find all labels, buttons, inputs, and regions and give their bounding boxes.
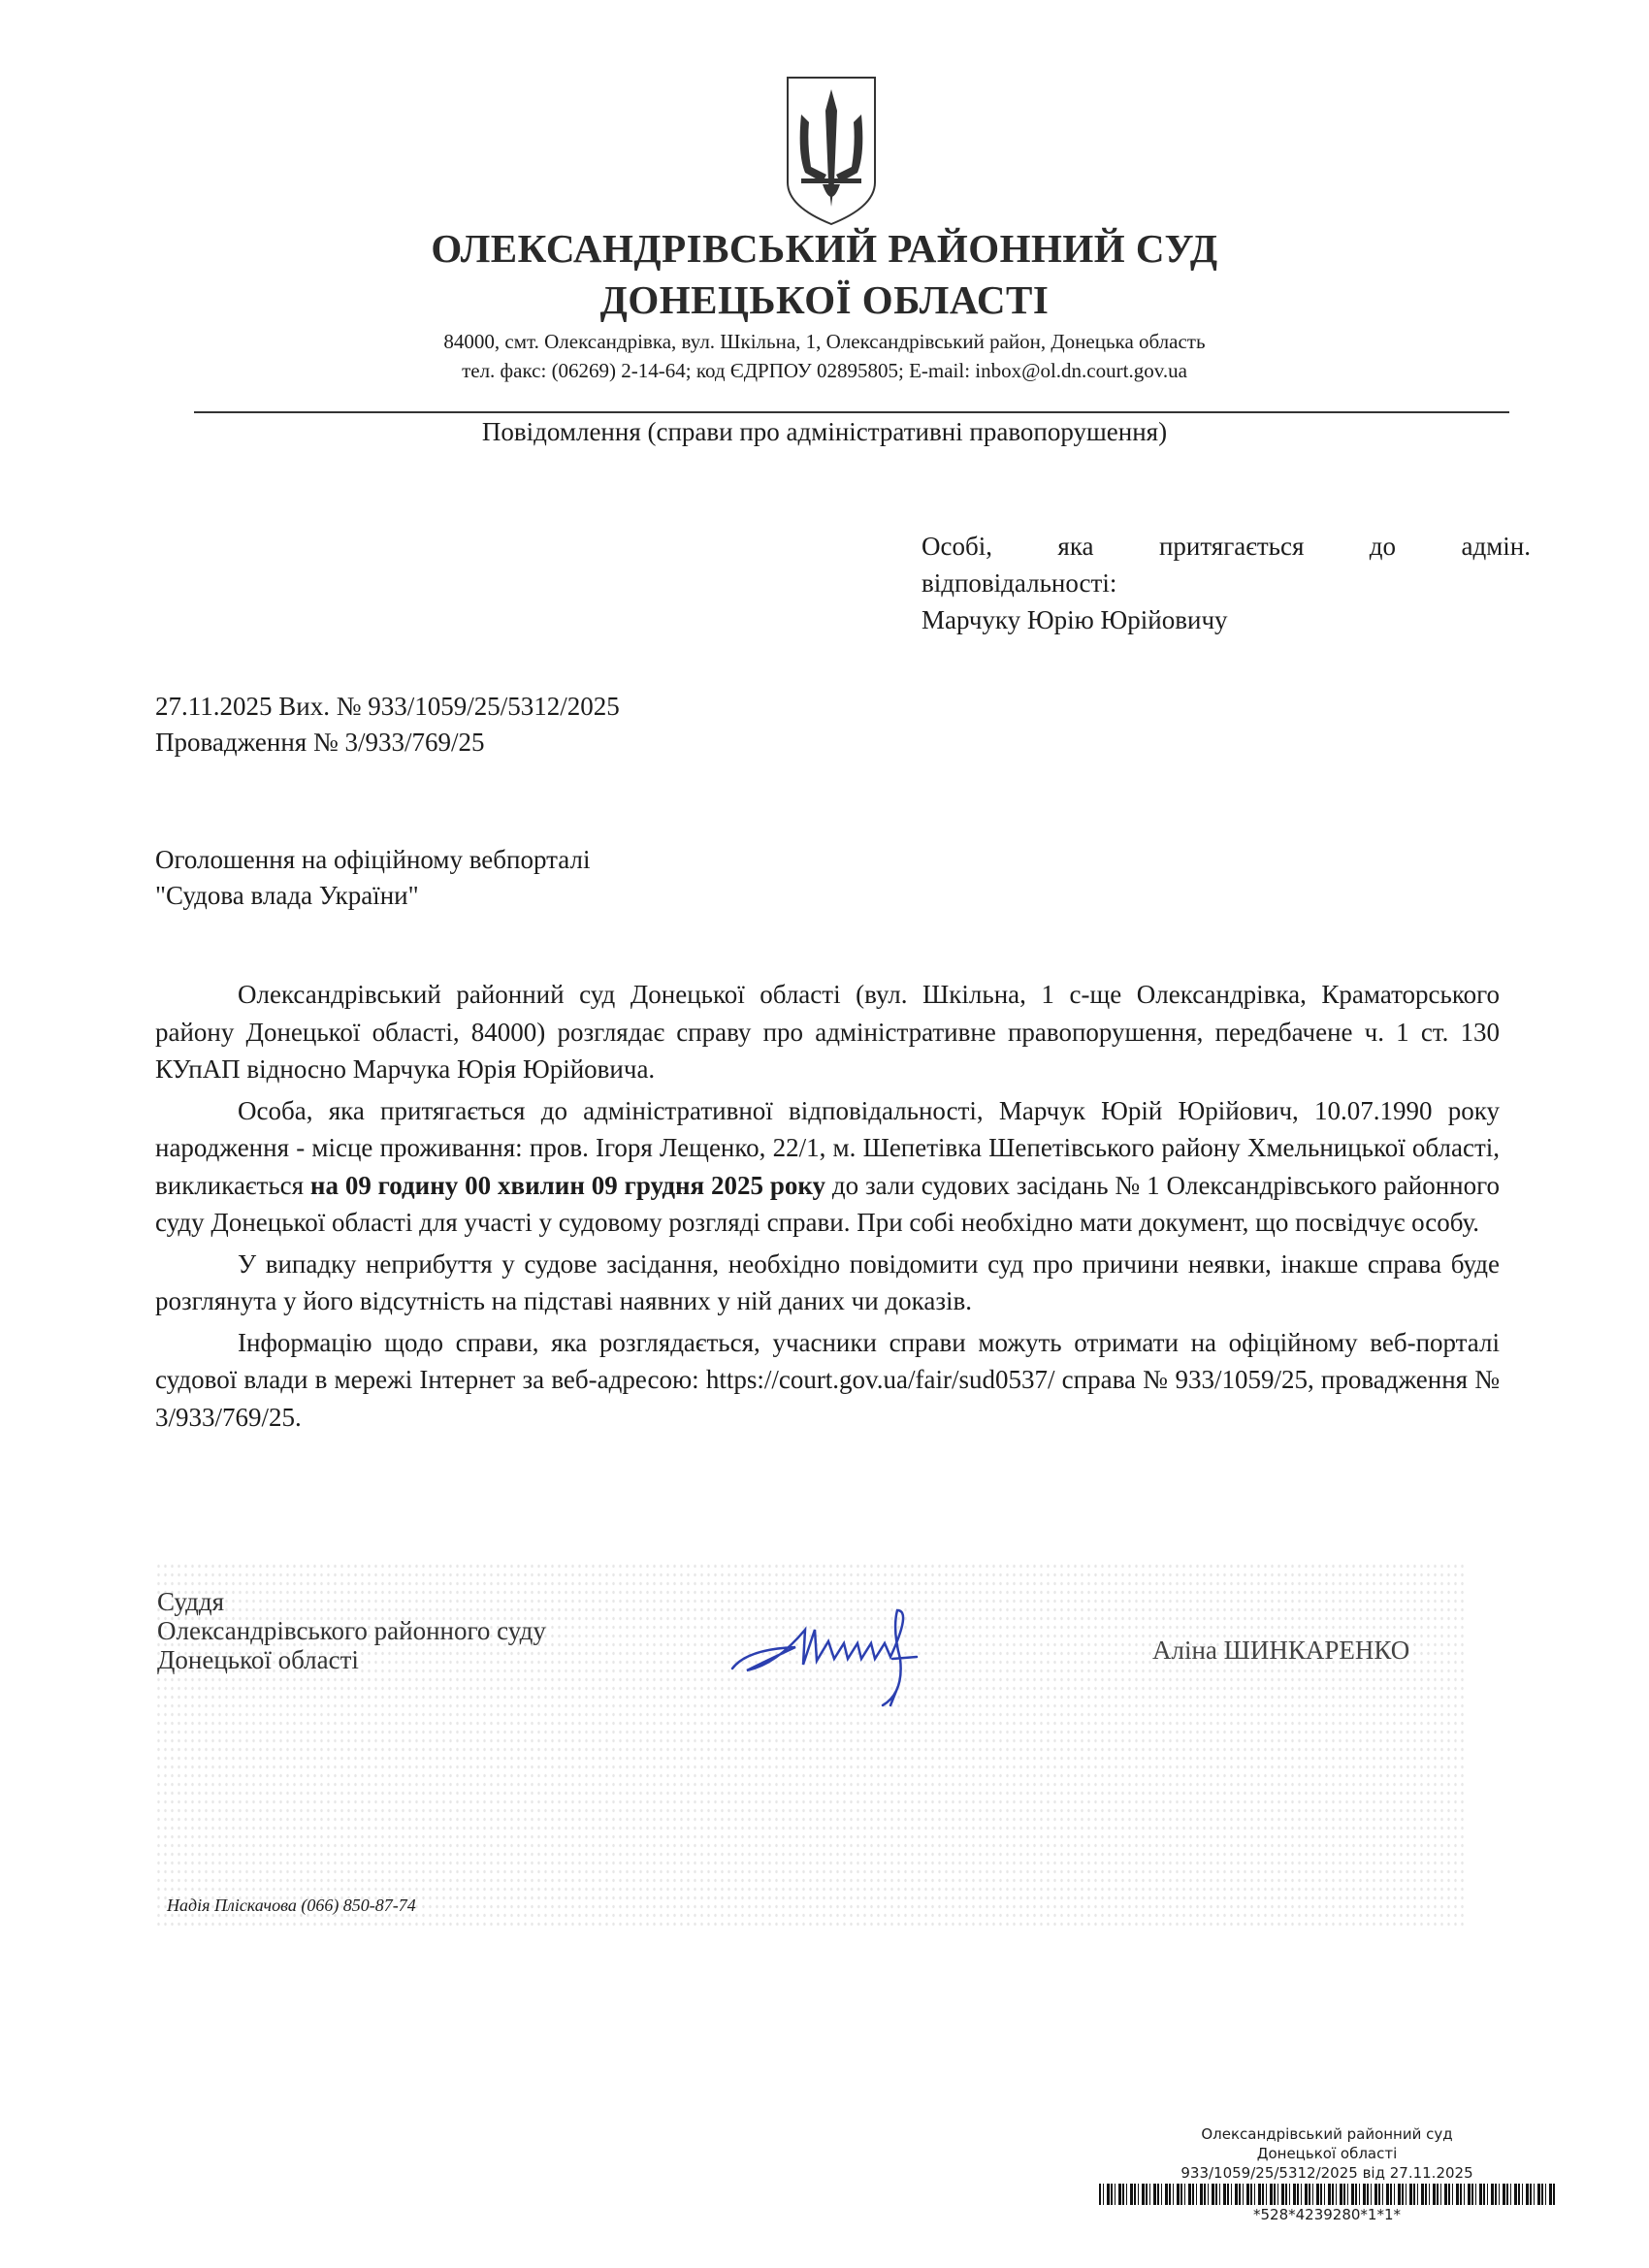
court-name-line2: ДОНЕЦЬКОЇ ОБЛАСТІ: [599, 277, 1050, 322]
body-paragraph-4: Інформацію щодо справи, яка розглядається, учасники справи можуть отримати на офіційному веб-порталі судової влади в мережі Інтернет за веб-адресою: https://court.gov.ua/fair/sud0537/ справа № 933/1059/25, провадження № 3/933/769/25.: [155, 1327, 1500, 1432]
addressee-block: [922, 528, 1531, 638]
barcode-text: *528*4239280*1*1*: [1252, 2206, 1402, 2223]
trident-coat-of-arms-icon: [784, 76, 879, 226]
stamp-reg-number: 933/1059/25/5312/2025 від 27.11.2025: [1180, 2164, 1473, 2182]
court-address: 84000, смт. Олександрівка, вул. Шкільна, 1, Олександрівський район, Донецька область: [443, 330, 1206, 353]
barcode: [1099, 2184, 1555, 2205]
addressee-name: Марчуку Юрію Юрійовичу: [922, 605, 1228, 634]
notice-body: [155, 976, 1500, 1440]
court-contacts: тел. факс: (06269) 2-14-64; код ЄДРПОУ 02895805; E-mail: inbox@ol.dn.court.gov.ua: [462, 359, 1187, 382]
proceeding-number: Провадження № 3/933/769/25: [155, 728, 485, 757]
judge-name: Аліна ШИНКАРЕНКО: [1152, 1636, 1410, 1665]
stamp-region: Донецької області: [1256, 2145, 1398, 2162]
judge-role: Суддя: [157, 1587, 225, 1616]
judge-title-block: [157, 1587, 546, 1674]
executor-contact: Надія Пліскачова (066) 850-87-74: [167, 1895, 416, 1915]
handwritten-signature: [728, 1601, 989, 1707]
body-paragraph-1: Олександрівський районний суд Донецької області (вул. Шкільна, 1 с-ще Олександрівка, Краматорського району Донецької області, 84000) розглядає справу про адміністративне правопорушення, передбачене ч. 1 ст. 130 КУпАП відносно Марчука Юрія Юрійовича.: [155, 980, 1500, 1084]
addressee-line2: відповідальності:: [922, 568, 1117, 598]
stamp-court: Олександрівський районний суд: [1201, 2125, 1453, 2143]
court-name-line1: ОЛЕКСАНДРІВСЬКИЙ РАЙОННИЙ СУД: [431, 226, 1218, 271]
body-paragraph-3: У випадку неприбуття у судове засідання, необхідно повідомити суд про причини неявки, інакше справа буде розглянута у його відсутність на підставі наявних у ній даних чи доказів.: [155, 1248, 1500, 1315]
registration-stamp: [1094, 2124, 1560, 2224]
addressee-line1: Особі, яка притягається до адмін.: [922, 532, 1531, 561]
document-subtitle: Повідомлення (справи про адміністративні правопорушення): [481, 417, 1168, 446]
header-divider: [194, 411, 1509, 413]
announcement-line1: Оголошення на офіційному вебпорталі: [155, 845, 591, 874]
body-paragraph-2: Особа, яка притягається до адміністративної відповідальності, Марчук Юрій Юрійович, 10.07.1990 року народження - місце проживання: пров. Ігоря Лещенко, 22/1, м. Шепетівка Шепетівського району Хмельницької області, викликається на 09 годину 00 хвилин 09 грудня 2025 року до зали судових засідань № 1 Олександрівського районного суду Донецької області для участі у судовому розгляді справи. При собі необхідно мати документ, що посвідчує особу.: [155, 1095, 1500, 1237]
judge-region: Донецької області: [157, 1645, 359, 1674]
judge-court: Олександрівського районного суду: [157, 1616, 546, 1645]
outgoing-number: 27.11.2025 Вих. № 933/1059/25/5312/2025: [155, 692, 620, 721]
hearing-datetime: на 09 годину 00 хвилин 09 грудня 2025 року: [309, 1170, 826, 1200]
announcement-line2: "Судова влада України": [155, 881, 419, 910]
